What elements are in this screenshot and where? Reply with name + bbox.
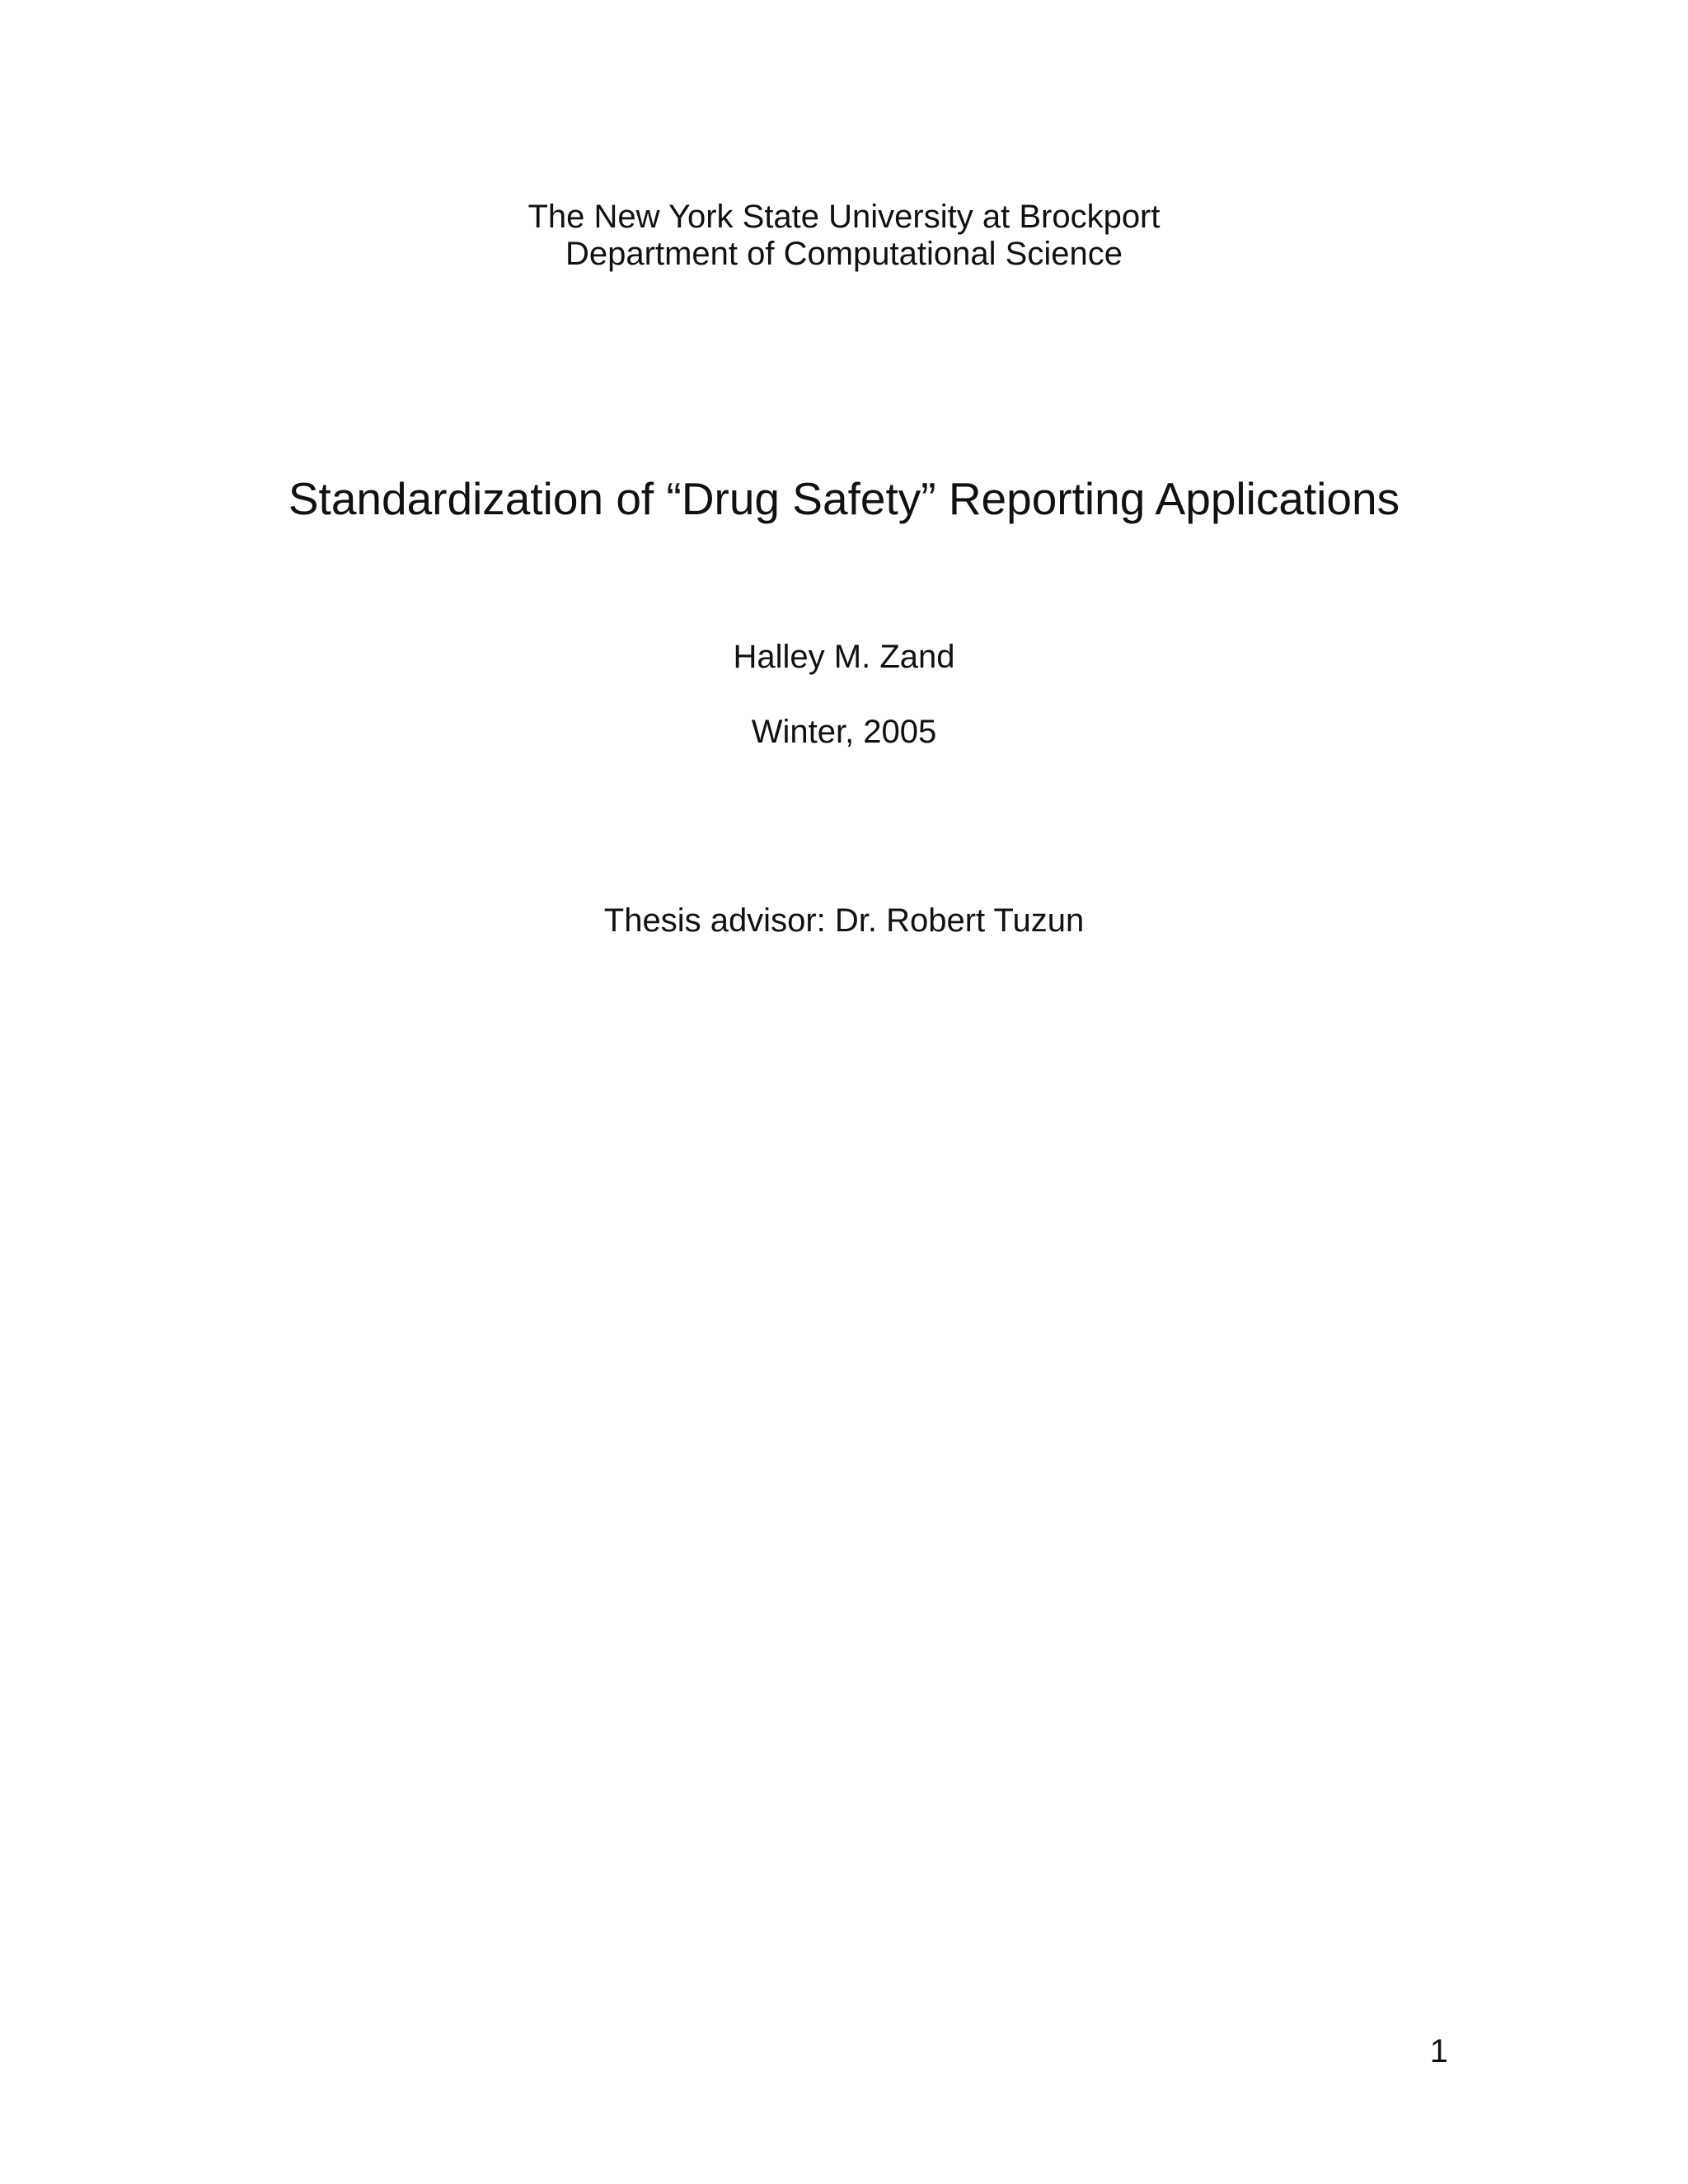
author-name: Halley M. Zand	[733, 639, 955, 675]
department-name: Department of Computational Science	[565, 236, 1123, 272]
institution-name: The New York State University at Brockport	[528, 199, 1160, 235]
thesis-advisor: Thesis advisor: Dr. Robert Tuzun	[603, 902, 1085, 939]
submission-date: Winter, 2005	[751, 714, 937, 750]
page-number: 1	[1429, 2033, 1448, 2069]
thesis-title: Standardization of “Drug Safety” Reporting Applications	[288, 473, 1400, 524]
